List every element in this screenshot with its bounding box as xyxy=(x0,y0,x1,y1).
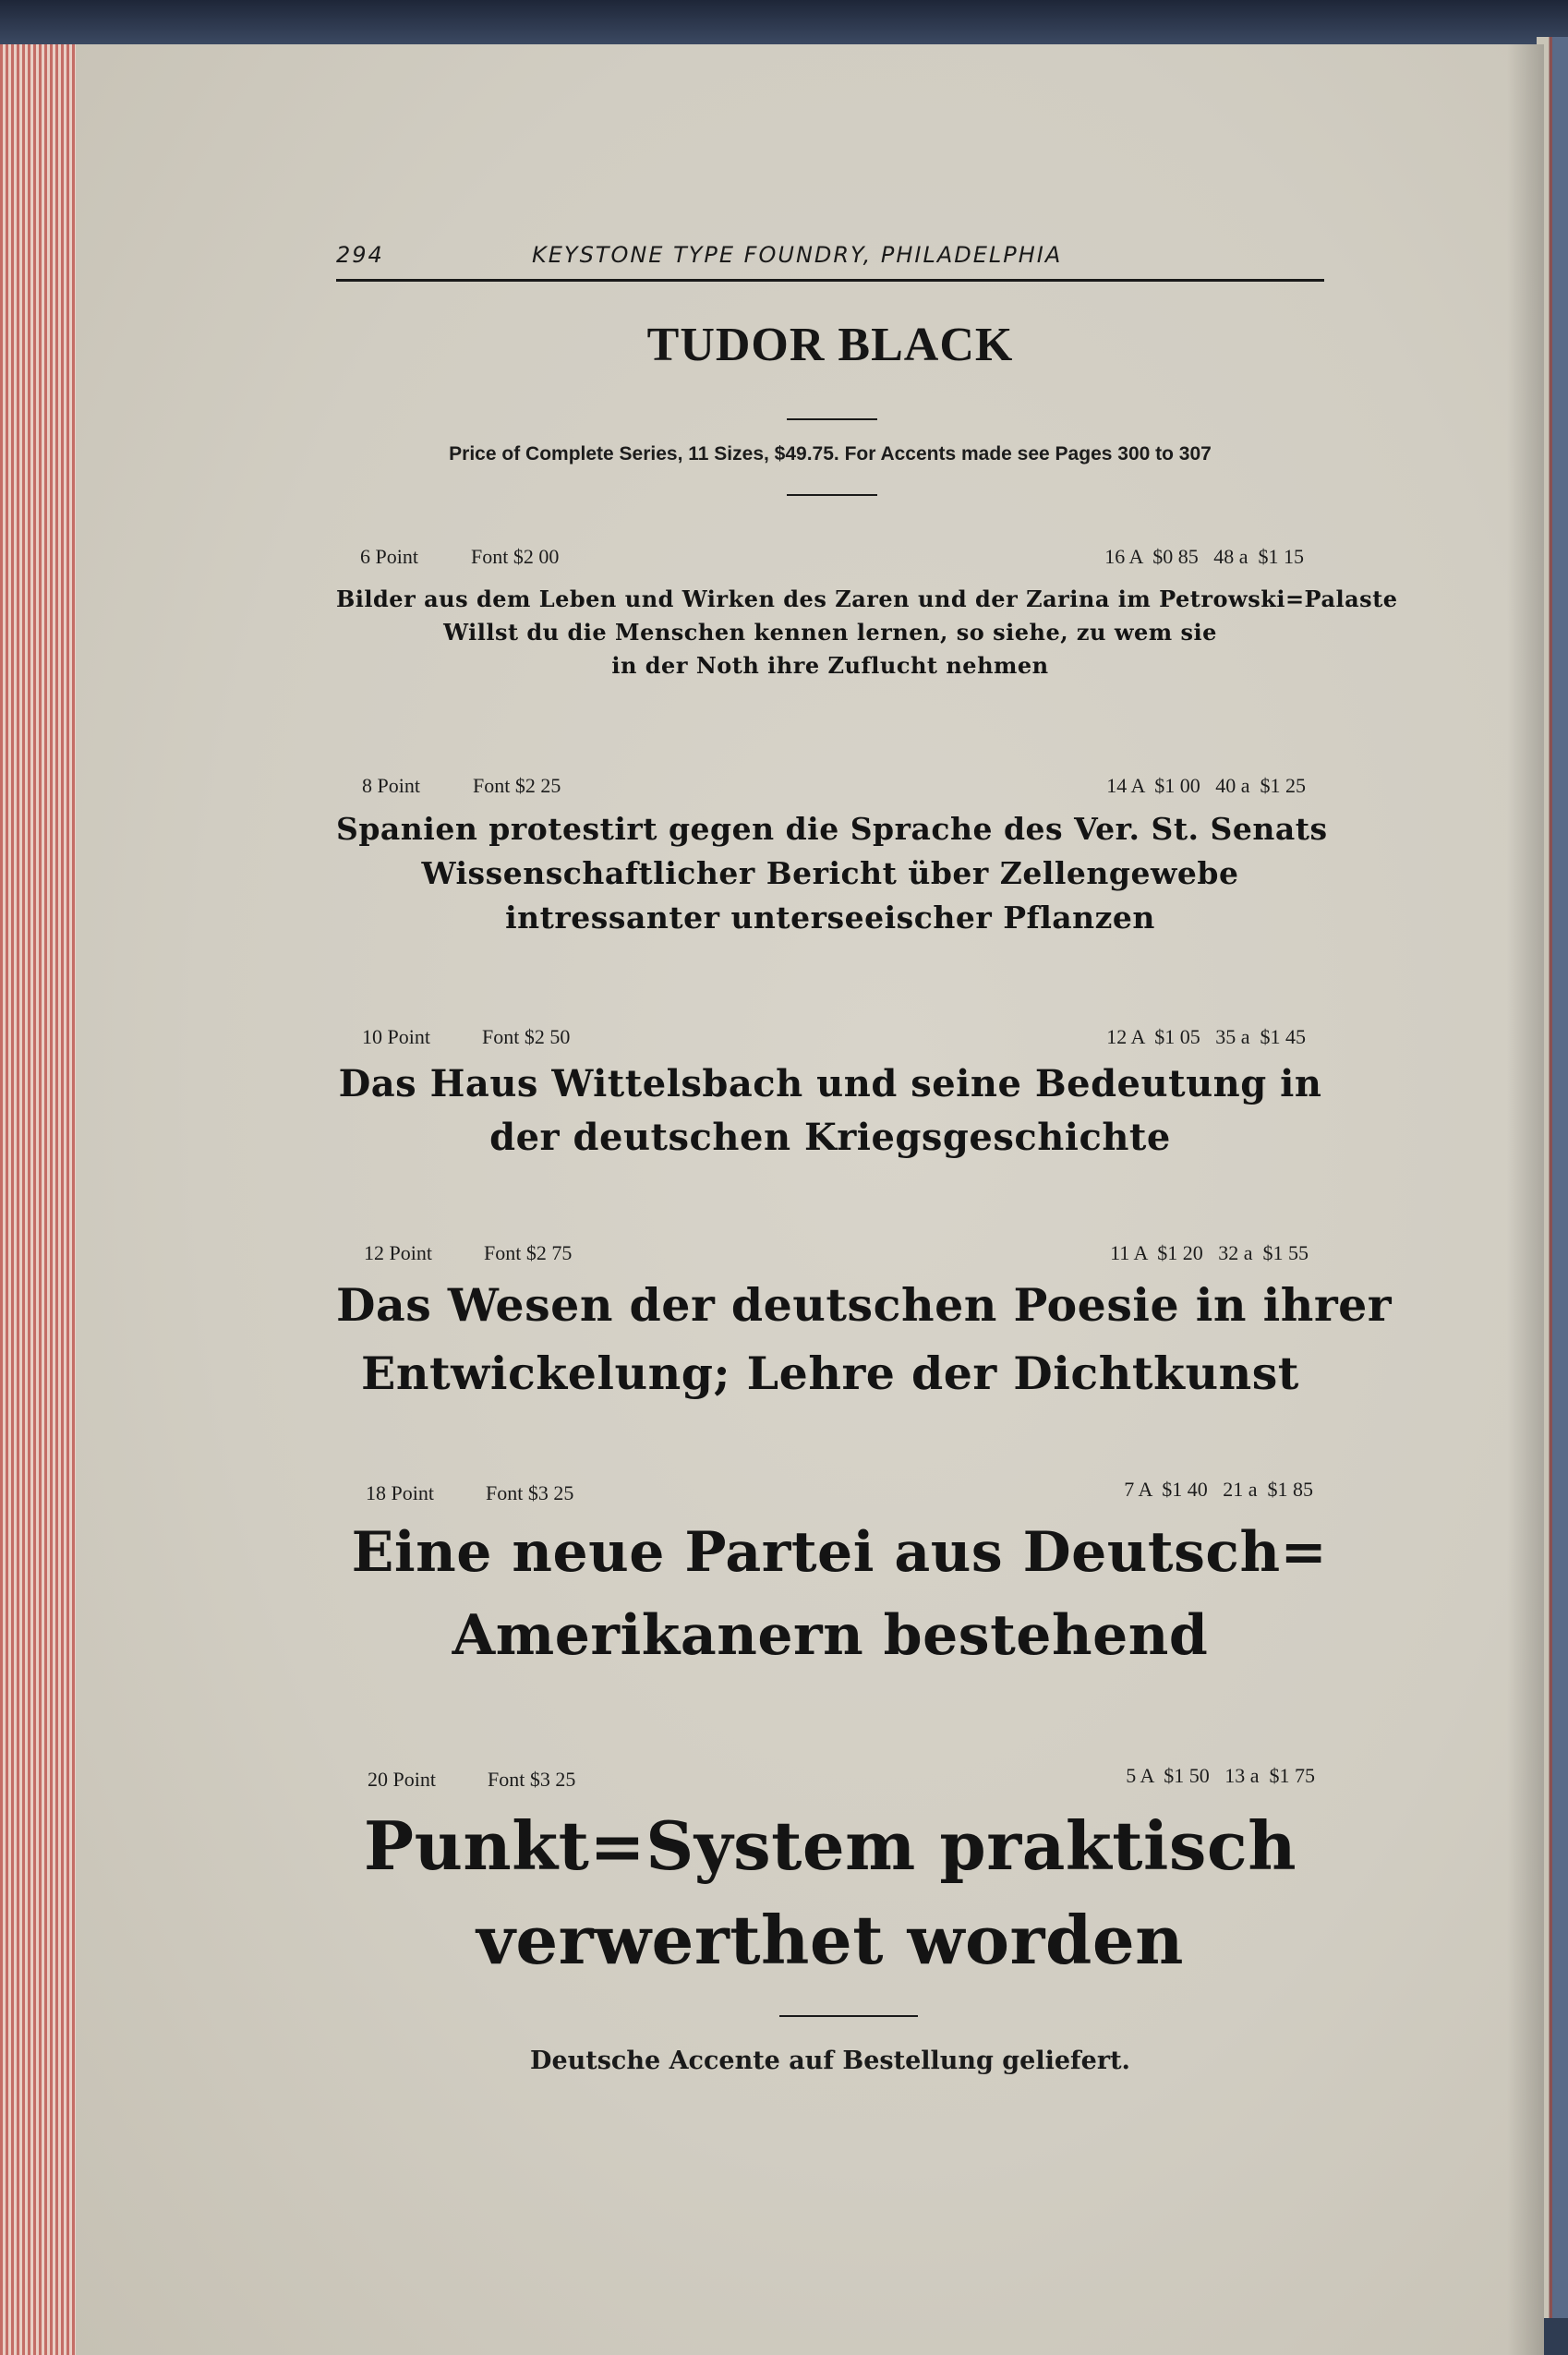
specimen-sample-line: Das Wesen der deutschen Poesie in ihrer xyxy=(336,1278,1393,1332)
specimen-quantities: 7 A $1 40 21 a $1 85 xyxy=(1124,1478,1313,1501)
specimen-sample-line: in der Noth ihre Zuflucht nehmen xyxy=(611,652,1049,679)
specimen-size: 6 Point xyxy=(360,545,418,568)
specimen-sample-line: der deutschen Kriegsgeschichte xyxy=(489,1116,1171,1159)
specimen-font-price: Font $2 25 xyxy=(473,774,561,797)
specimen-sample-line: intressanter unterseeischer Pflanzen xyxy=(505,900,1155,936)
page-title: TUDOR BLACK xyxy=(646,319,1014,371)
specimen-sample-line: Wissenschaftlicher Bericht über Zellengewebe xyxy=(421,855,1239,891)
running-title: KEYSTONE TYPE FOUNDRY, PHILADELPHIA xyxy=(532,242,1063,268)
header-rule xyxy=(336,279,1324,282)
price-rule xyxy=(787,494,877,496)
specimen-sample-line: Das Haus Wittelsbach und seine Bedeutung in xyxy=(338,1062,1322,1105)
page-number: 294 xyxy=(336,242,384,268)
specimen-size: 20 Point xyxy=(368,1768,436,1791)
specimen-sample-line: Spanien protestirt gegen die Sprache des Ver. St. Senats xyxy=(336,811,1328,847)
specimen-font-price: Font $2 50 xyxy=(482,1025,571,1048)
specimen-sample-line: verwerthet worden xyxy=(476,1901,1184,1979)
price-line: Price of Complete Series, 11 Sizes, $49.75. For Accents made see Pages 300 to 307 xyxy=(449,443,1212,465)
footer-rule xyxy=(779,2015,918,2017)
specimen-quantities: 14 A $1 00 40 a $1 25 xyxy=(1106,774,1306,797)
specimen-quantities: 12 A $1 05 35 a $1 45 xyxy=(1106,1025,1306,1048)
specimen-size: 18 Point xyxy=(366,1481,434,1504)
specimen-quantities: 11 A $1 20 32 a $1 55 xyxy=(1110,1241,1309,1264)
specimen-sample-line: Entwickelung; Lehre der Dichtkunst xyxy=(361,1347,1299,1400)
page-content xyxy=(76,44,1544,2355)
specimen-font-price: Font $3 25 xyxy=(488,1768,576,1791)
title-rule xyxy=(787,418,877,420)
page xyxy=(76,44,1544,2355)
specimen-sample-line: Willst du die Menschen kennen lernen, so siehe, zu wem sie xyxy=(443,619,1217,646)
specimen-font-price: Font $2 00 xyxy=(471,545,560,568)
book-page-edges xyxy=(0,44,76,2355)
specimen-quantities: 5 A $1 50 13 a $1 75 xyxy=(1126,1764,1315,1787)
specimen-sample-line: Amerikanern bestehend xyxy=(452,1603,1209,1668)
specimen-font-price: Font $3 25 xyxy=(486,1481,574,1504)
specimen-size: 10 Point xyxy=(362,1025,430,1048)
specimen-font-price: Font $2 75 xyxy=(484,1241,573,1264)
footer-note: Deutsche Accente auf Bestellung geliefert. xyxy=(530,2047,1130,2075)
specimen-size: 8 Point xyxy=(362,774,420,797)
specimen-quantities: 16 A $0 85 48 a $1 15 xyxy=(1104,545,1304,568)
specimen-sample-line: Eine neue Partei aus Deutsch= xyxy=(351,1520,1328,1585)
specimen-size: 12 Point xyxy=(364,1241,432,1264)
book-cover-top xyxy=(0,0,1568,46)
specimen-sample-line: Punkt=System praktisch xyxy=(363,1806,1297,1885)
specimen-sample-line: Bilder aus dem Leben und Wirken des Zaren und der Zarina im Petrowski=Palaste xyxy=(336,586,1398,612)
